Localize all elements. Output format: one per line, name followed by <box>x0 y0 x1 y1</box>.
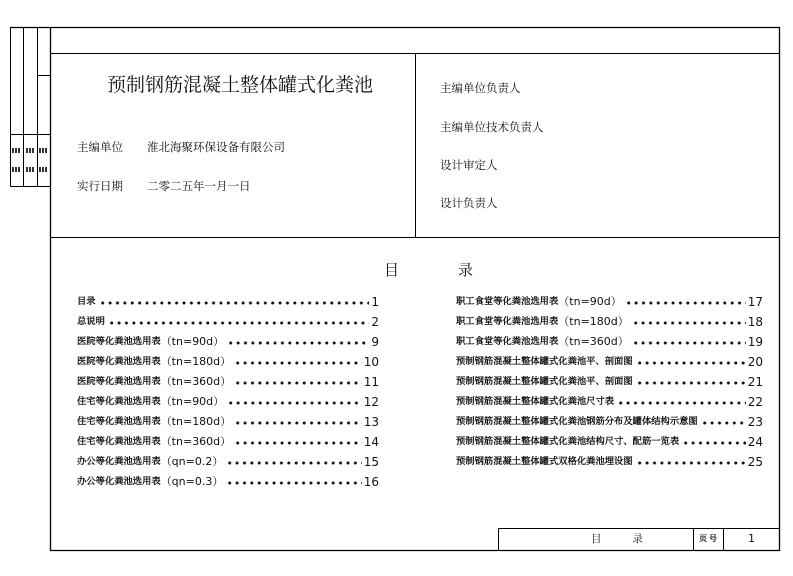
dot-leader <box>632 312 746 332</box>
toc-entry-page: 14 <box>363 435 379 449</box>
responsibility-item: 设计负责人 <box>440 196 498 210</box>
toc-entry-page: 18 <box>747 315 763 329</box>
toc-entry-page: 19 <box>747 335 763 349</box>
toc-entry-title: 目录 <box>77 296 96 307</box>
toc-entry-title: 预制钢筋混凝土整体罐式化粪池平、剖面图 <box>456 356 633 367</box>
toc-entry <box>77 432 379 452</box>
toc-entry-title: 医院等化粪池选用表 <box>77 356 161 367</box>
toc-left-column <box>77 292 379 492</box>
toc-entry-page: 25 <box>747 455 763 469</box>
dot-leader <box>636 452 746 472</box>
toc-entry-title: 住宅等化粪池选用表 <box>77 416 161 427</box>
margin-signature-mark <box>12 148 21 153</box>
toc-entry-page: 20 <box>747 355 763 369</box>
toc-heading: 目录 <box>384 261 533 279</box>
dot-leader <box>617 392 746 412</box>
toc-entry-page: 12 <box>363 395 379 409</box>
toc-entry <box>77 332 379 352</box>
dot-leader <box>227 392 362 412</box>
toc-entry-page: 24 <box>747 435 763 449</box>
effective-date-label: 实行日期 <box>77 179 123 193</box>
dot-leader <box>108 312 369 332</box>
toc-right-column <box>456 292 763 472</box>
toc-entry <box>77 472 379 492</box>
toc-entry <box>77 292 379 312</box>
dot-leader <box>701 412 746 432</box>
document-title: 预制钢筋混凝土整体罐式化粪池 <box>107 74 374 96</box>
responsibility-item: 设计审定人 <box>440 158 498 172</box>
toc-entry <box>456 332 763 352</box>
toc-entry <box>456 412 763 432</box>
toc-entry-param: （qn=0.2） <box>160 455 224 468</box>
toc-entry-param: （tn=90d） <box>558 295 622 308</box>
toc-entry <box>77 392 379 412</box>
dot-leader <box>625 292 746 312</box>
toc-entry-title: 预制钢筋混凝土整体罐式化粪池钢筋分布及罐体结构示意图 <box>456 416 698 427</box>
dot-leader <box>234 352 362 372</box>
margin-signature-mark <box>26 167 35 172</box>
toc-entry-page: 13 <box>363 415 379 429</box>
toc-entry <box>77 452 379 472</box>
toc-entry-page: 16 <box>363 475 379 489</box>
toc-entry-param: （qn=0.3） <box>160 475 224 488</box>
toc-entry-param: （tn=360d） <box>558 335 629 348</box>
toc-entry <box>456 352 763 372</box>
toc-entry-param: （tn=90d） <box>160 395 225 408</box>
dot-leader <box>636 372 746 392</box>
toc-entry-title: 预制钢筋混凝土整体罐式化粪池结构尺寸、配筋一览表 <box>456 436 680 447</box>
responsibility-item: 主编单位技术负责人 <box>440 120 544 134</box>
editor-unit-value: 淮北海聚环保设备有限公司 <box>147 140 285 154</box>
toc-entry-title: 预制钢筋混凝土整体罐式双格化粪池埋设图 <box>456 456 633 467</box>
toc-entry-page: 15 <box>363 455 379 469</box>
dot-leader <box>636 352 746 372</box>
dot-leader <box>227 332 369 352</box>
toc-entry <box>456 392 763 412</box>
toc-entry <box>77 352 379 372</box>
dot-leader <box>234 432 362 452</box>
toc-entry-page: 1 <box>371 295 379 309</box>
toc-entry-title: 办公等化粪池选用表 <box>77 476 161 487</box>
effective-date-value: 二零二五年一月一日 <box>147 179 251 193</box>
toc-entry-param: （tn=180d） <box>160 355 232 368</box>
toc-entry-page: 2 <box>371 315 379 329</box>
toc-entry-title: 职工食堂等化粪池选用表 <box>456 316 559 327</box>
toc-entry-param: （tn=180d） <box>558 315 629 328</box>
toc-entry-page: 23 <box>747 415 763 429</box>
toc-entry <box>456 372 763 392</box>
toc-entry-page: 17 <box>747 295 763 309</box>
toc-entry <box>456 452 763 472</box>
margin-signature-mark <box>26 148 35 153</box>
dot-leader <box>632 332 746 352</box>
dot-leader <box>99 292 370 312</box>
toc-entry-title: 住宅等化粪池选用表 <box>77 436 161 447</box>
toc-entry-title: 住宅等化粪池选用表 <box>77 396 161 407</box>
toc-entry-page: 11 <box>363 375 379 389</box>
toc-entry <box>77 412 379 432</box>
toc-entry-title: 医院等化粪池选用表 <box>77 376 161 387</box>
title-block-sheet-name: 目录 <box>591 533 674 545</box>
margin-signature-mark <box>12 167 21 172</box>
toc-entry-page: 10 <box>363 355 379 369</box>
toc-entry-page: 9 <box>371 335 379 349</box>
margin-signature-mark <box>39 167 48 172</box>
toc-entry-title: 总说明 <box>77 316 105 327</box>
toc-entry-page: 22 <box>747 395 763 409</box>
toc-entry-param: （tn=360d） <box>160 435 232 448</box>
toc-entry-title: 预制钢筋混凝土整体罐式化粪池平、剖面图 <box>456 376 633 387</box>
toc-entry-title: 职工食堂等化粪池选用表 <box>456 296 559 307</box>
dot-leader <box>226 452 361 472</box>
responsibility-item: 主编单位负责人 <box>440 81 521 95</box>
title-block-page-number: 1 <box>748 532 755 545</box>
dot-leader <box>234 412 362 432</box>
margin-signature-mark <box>39 148 48 153</box>
toc-entry <box>456 312 763 332</box>
toc-entry-title: 医院等化粪池选用表 <box>77 336 161 347</box>
title-block-page-label: 页号 <box>699 534 719 543</box>
toc-entry-title: 职工食堂等化粪池选用表 <box>456 336 559 347</box>
toc-entry-title: 预制钢筋混凝土整体罐式化粪池尺寸表 <box>456 396 615 407</box>
toc-entry <box>77 372 379 392</box>
toc-entry <box>456 432 763 452</box>
editor-unit-label: 主编单位 <box>77 140 123 154</box>
toc-entry-param: （tn=360d） <box>160 375 232 388</box>
toc-entry-title: 办公等化粪池选用表 <box>77 456 161 467</box>
toc-entry <box>456 292 763 312</box>
dot-leader <box>234 372 362 392</box>
toc-entry <box>77 312 379 332</box>
toc-entry-page: 21 <box>747 375 763 389</box>
toc-entry-param: （tn=180d） <box>160 415 232 428</box>
dot-leader <box>682 432 746 452</box>
toc-entry-param: （tn=90d） <box>160 335 225 348</box>
dot-leader <box>226 472 361 492</box>
